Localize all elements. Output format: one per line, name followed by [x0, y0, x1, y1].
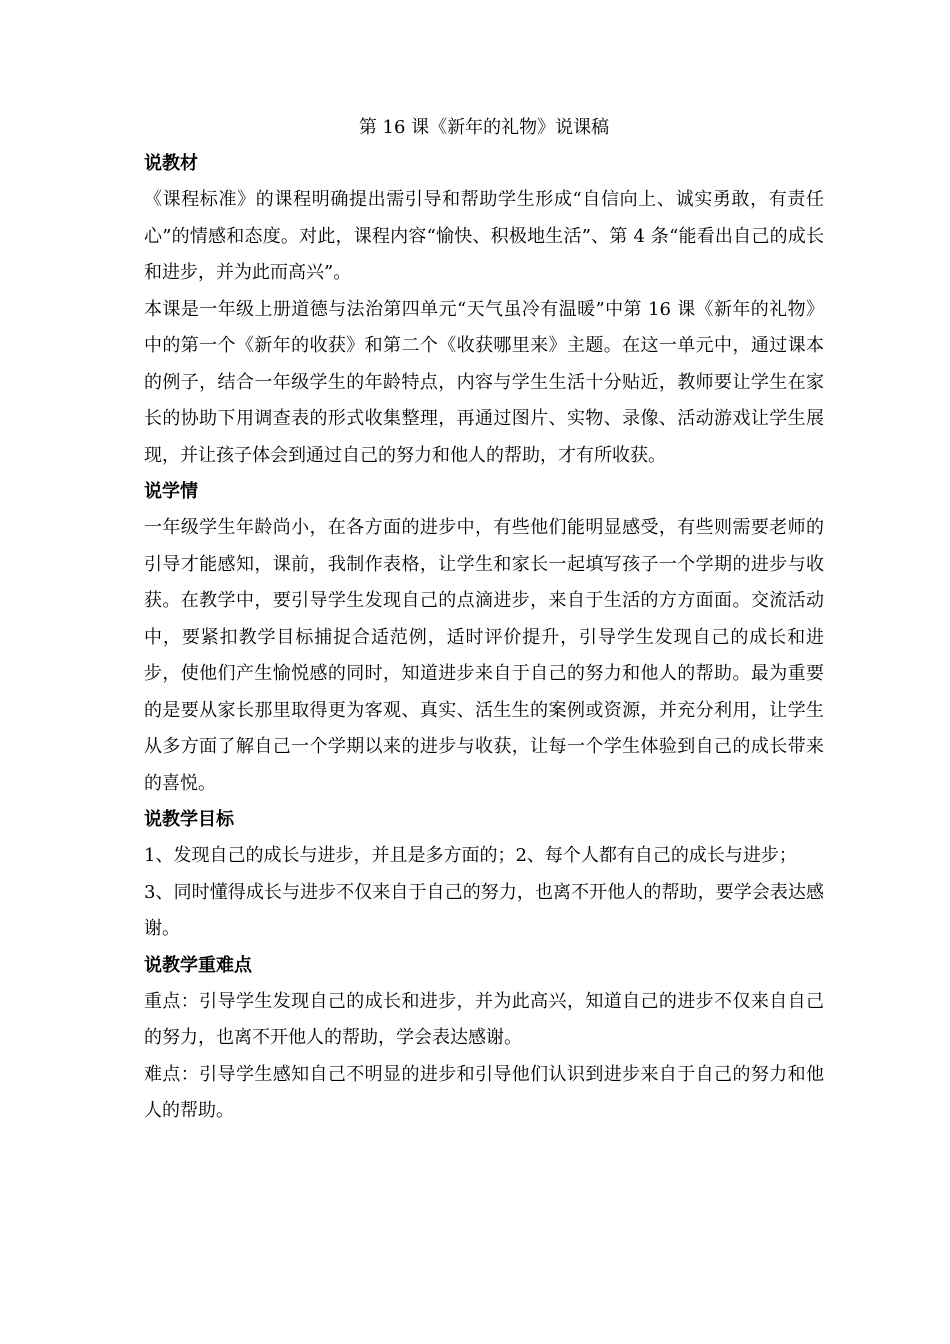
- paragraph: 《课程标准》的课程明确提出需引导和帮助学生形成“自信向上、诚实勇敢，有责任心”的情感和态度。对此，课程内容“愉快、积极地生活”、第 4 条“能看出自己的成长和进步，并为此而高兴”。: [144, 189, 824, 283]
- section-heading-textbook: 说教材: [144, 153, 198, 174]
- document-body: [144, 110, 824, 1130]
- paragraph: 3、同时懂得成长与进步不仅来自于自己的努力，也离不开他人的帮助，要学会表达感谢。: [144, 881, 824, 939]
- paragraph: 一年级学生年龄尚小，在各方面的进步中，有些他们能明显感受，有些则需要老师的引导才能感知，课前，我制作表格，让学生和家长一起填写孩子一个学期的进步与收获。在教学中，要引导学生发现自己的点滴进步，来自于生活的方方面面。交流活动中，要紧扣教学目标捕捉合适范例，适时评价提升，引导学生发现自己的成长和进步，使他们产生愉悦感的同时，知道进步来自于自己的努力和他人的帮助。最为重要的是要从家长那里取得更为客观、真实、活生生的案例或资源，并充分利用，让学生从多方面了解自己一个学期以来的进步与收获，让每一个学生体验到自己的成长带来的喜悦。: [144, 517, 824, 794]
- paragraph: 难点：引导学生感知自己不明显的进步和引导他们认识到进步来自于自己的努力和他人的帮助。: [144, 1063, 824, 1121]
- paragraph: 本课是一年级上册道德与法治第四单元“天气虽冷有温暖”中第 16 课《新年的礼物》中的第一个《新年的收获》和第二个《收获哪里来》主题。在这一单元中，通过课本的例子，结合一年级学生的年龄特点，内容与学生生活十分贴近，教师要让学生在家长的协助下用调查表的形式收集整理，再通过图片、实物、录像、活动游戏让学生展现，并让孩子体会到通过自己的努力和他人的帮助，才有所收获。: [144, 298, 824, 466]
- paragraph: 重点：引导学生发现自己的成长和进步，并为此高兴，知道自己的进步不仅来自自己的努力，也离不开他人的帮助，学会表达感谢。: [144, 990, 824, 1048]
- section-heading-objectives: 说教学目标: [144, 809, 234, 830]
- section-heading-learners: 说学情: [144, 481, 198, 502]
- page-title: 第 16 课《新年的礼物》说课稿: [358, 117, 610, 138]
- section-heading-key-points: 说教学重难点: [144, 954, 252, 976]
- paragraph: 1、发现自己的成长与进步，并且是多方面的；2、每个人都有自己的成长与进步；: [144, 845, 797, 866]
